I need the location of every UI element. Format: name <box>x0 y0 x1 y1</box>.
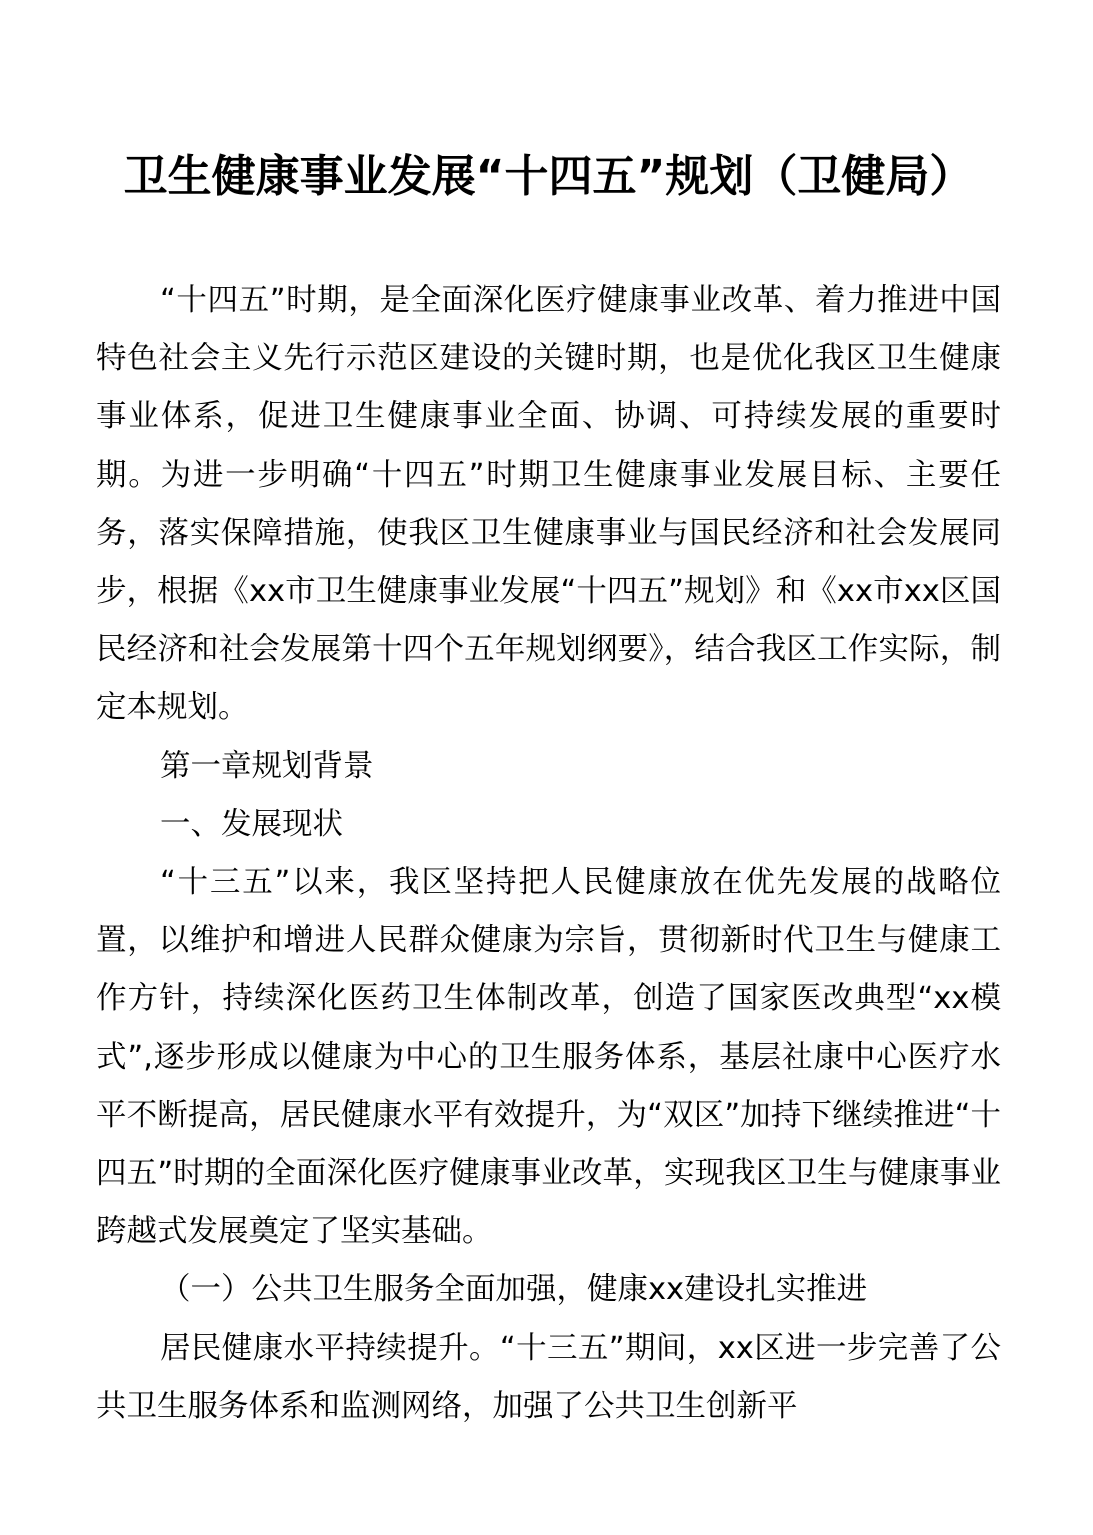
subsection-heading: （一）公共卫生服务全面加强，健康xx建设扎实推进 <box>160 1272 868 1308</box>
paragraph-status: “十三五”以来，我区坚持把人民健康放在优先发展的战略位置，以维护和增进人民群众健康为宗旨，贯彻新时代卫生与健康工作方针，持续深化医药卫生体制改革，创造了国家医改典型“xx模式”,逐步形成以健康为中心的卫生服务体系，基层社康中心医疗水平不断提高，居民健康水平有效提升，为“双区”加持下继续推进“十四五”时期的全面深化医疗健康事业改革，实现我区卫生与健康事业跨越式发展奠定了坚实基础。 <box>96 865 1001 1250</box>
document-body <box>96 272 1001 1436</box>
section-heading: 一、发展现状 <box>160 806 343 842</box>
chapter-heading: 第一章规划背景 <box>160 748 374 784</box>
paragraph-health-level: 居民健康水平持续提升。“十三五”期间，xx区进一步完善了公共卫生服务体系和监测网络，加强了公共卫生创新平 <box>96 1330 1001 1424</box>
document-title: 卫生健康事业发展“十四五”规划（卫健局） <box>123 151 974 202</box>
paragraph-intro: “十四五”时期，是全面深化医疗健康事业改革、着力推进中国特色社会主义先行示范区建设的关键时期，也是优化我区卫生健康事业体系，促进卫生健康事业全面、协调、可持续发展的重要时期。为进一步明确“十四五”时期卫生健康事业发展目标、主要任务，落实保障措施，使我区卫生健康事业与国民经济和社会发展同步，根据《xx市卫生健康事业发展“十四五”规划》和《xx市xx区国民经济和社会发展第十四个五年规划纲要》，结合我区工作实际，制定本规划。 <box>96 283 1001 726</box>
